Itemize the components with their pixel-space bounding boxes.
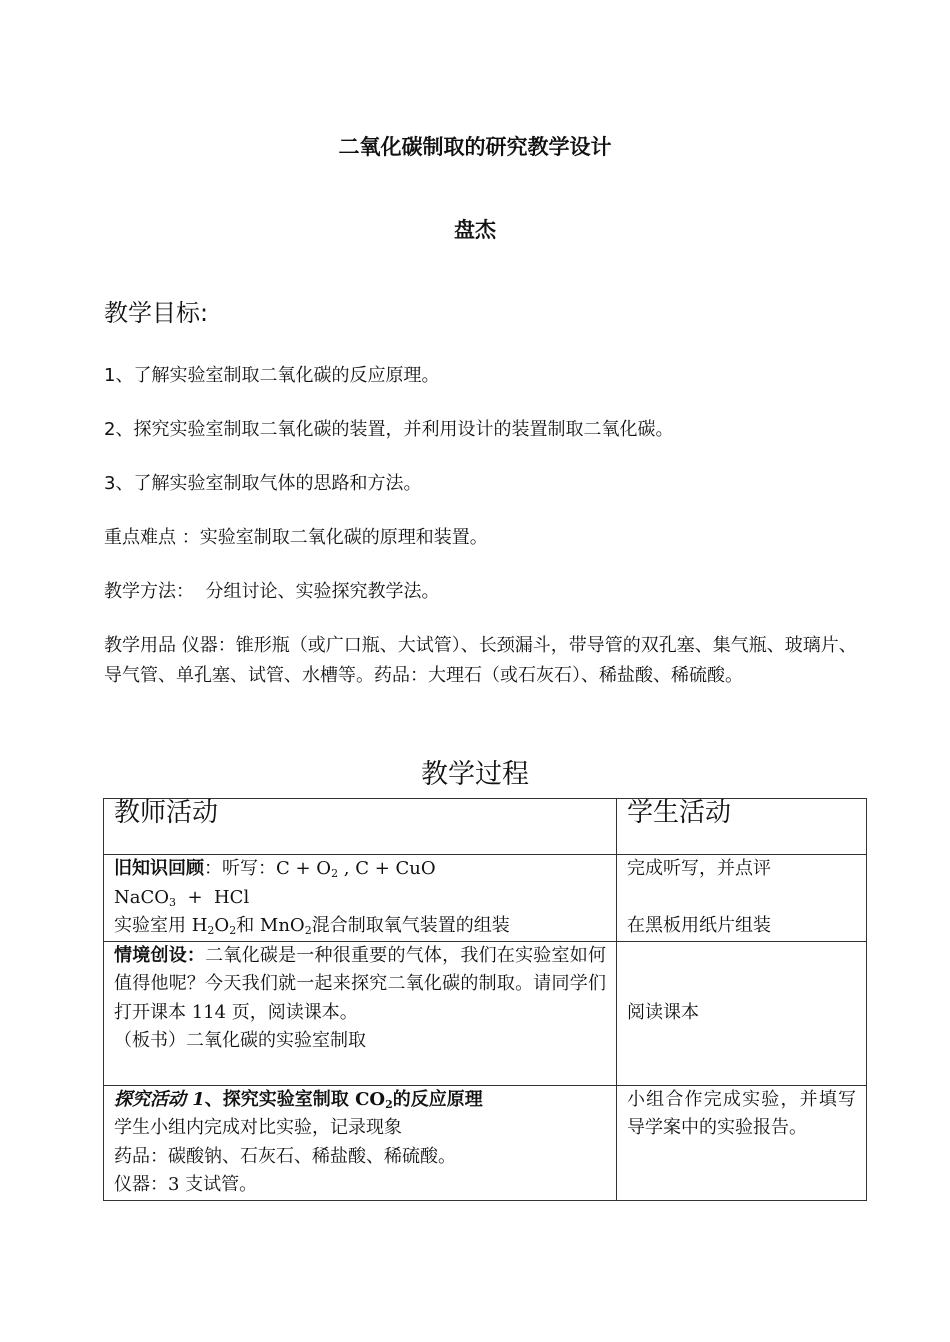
author-name: 盘杰 <box>454 218 496 242</box>
table-row <box>104 941 867 1085</box>
goals-heading: 教学目标: <box>104 299 209 327</box>
goal-item-1: 1、了解实验室制取二氧化碳的反应原理。 <box>104 365 440 386</box>
goal-item-3: 3、了解实验室制取气体的思路和方法。 <box>104 473 422 494</box>
table-row <box>104 855 867 942</box>
teacher-cell-review: 旧知识回顾：听写：$C + O_2$ , C + CuO NaCO$_3$ + HCl 实验室用 $H_2O_2$和 MnO$_2$混合制取氧气装置的组装 <box>104 855 617 942</box>
review-label: 旧知识回顾 <box>114 858 204 879</box>
teacher-cell-scenario: 情境创设：二氧化碳是一种很重要的气体，我们在实验室如何值得他呢？今天我们就一起来探究二氧化碳的制取。请同学们打开课本 114 页，阅读课本。 （板书）二氧化碳的实验室制取 <box>104 941 617 1085</box>
teacher-activity-header: 教师活动 <box>104 799 617 855</box>
table-header-row <box>104 799 867 855</box>
document-title: 二氧化碳制取的研究教学设计 <box>338 135 612 159</box>
teaching-methods: 教学方法： 分组讨论、实验探究教学法。 <box>104 581 440 602</box>
teacher-cell-inquiry: 探究活动 1、探究实验室制取 $CO_2$的反应原理 学生小组内完成对比实验，记录现象 药品：碳酸钠、石灰石、稀盐酸、稀硫酸。 仪器：3 支试管。 <box>104 1085 617 1200</box>
inquiry-label: 探究活动 1 <box>114 1088 205 1110</box>
student-cell-inquiry: 小组合作完成实验，并填写导学案中的实验报告。 <box>617 1085 867 1200</box>
scenario-label: 情境创设： <box>114 944 206 966</box>
key-points: 重点难点 ：实验室制取二氧化碳的原理和装置。 <box>104 527 488 548</box>
student-cell-scenario: 阅读课本 <box>617 941 867 1085</box>
teaching-materials: 教学用品 仪器：锥形瓶（或广口瓶、大试管）、长颈漏斗，带导管的双孔塞、集气瓶、玻璃片、导气管、单孔塞、试管、水槽等。药品：大理石（或石灰石）、稀盐酸、稀硫酸。 <box>104 635 857 686</box>
process-heading: 教学过程 <box>421 759 529 790</box>
table-row <box>104 1085 867 1200</box>
student-cell-review: 完成听写，并点评 在黑板用纸片组装 <box>617 855 867 942</box>
process-table <box>103 798 867 1201</box>
goal-item-2: 2、探究实验室制取二氧化碳的装置，并利用设计的装置制取二氧化碳。 <box>104 419 674 440</box>
student-activity-header: 学生活动 <box>617 799 867 855</box>
